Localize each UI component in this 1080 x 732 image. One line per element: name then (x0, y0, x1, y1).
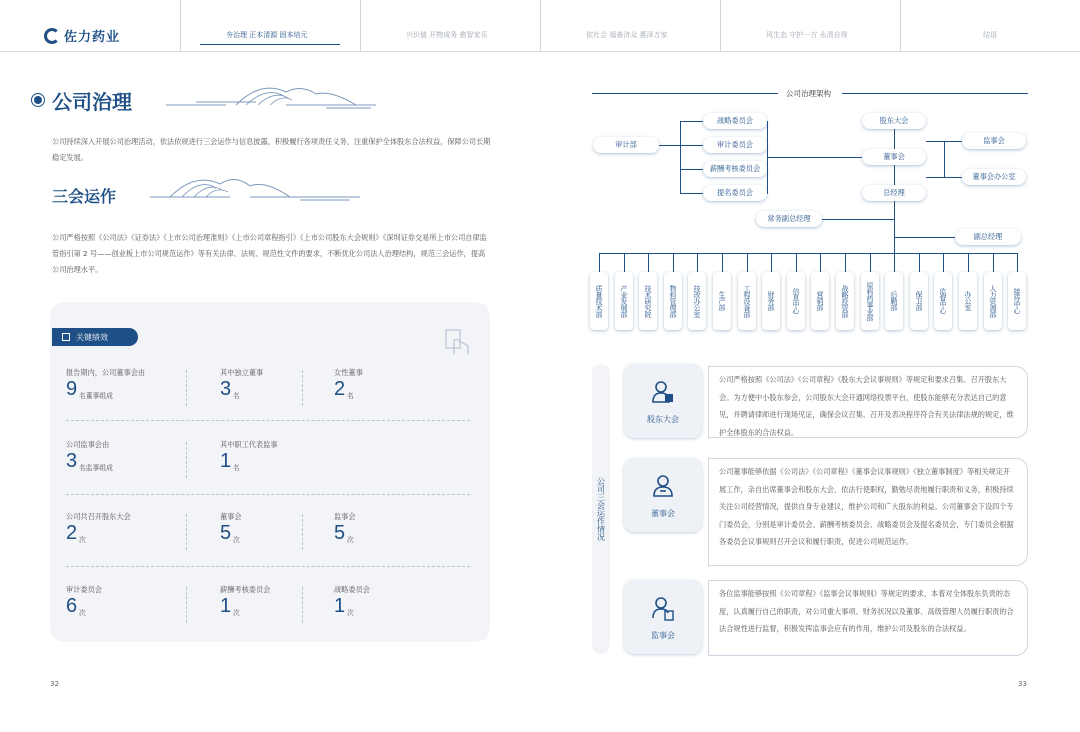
kpi-unit: 次 (347, 609, 354, 617)
org-board-office: 董事会办公室 (962, 169, 1026, 185)
user-icon (652, 474, 674, 500)
kpi-unit: 次 (79, 536, 86, 544)
kpi-label: 薪酬考核委员会 (220, 585, 271, 594)
connector-line (767, 157, 862, 158)
kpi-unit: 名董事组成 (79, 392, 113, 400)
connector-line (648, 253, 649, 272)
nav-item-ecology[interactable]: 风生态 守护一方 永清自得 (766, 31, 848, 39)
org-general-manager: 总经理 (862, 185, 926, 201)
org-department: 产业发展部 (615, 272, 633, 330)
connector-line (919, 253, 920, 272)
kpi-divider (302, 514, 303, 550)
kpi-label: 其中职工代表监事 (220, 440, 278, 449)
kpi-unit: 次 (79, 609, 86, 617)
connector-line (747, 253, 748, 272)
nav-item-conclusion[interactable]: 结语 (983, 31, 997, 39)
connector-line (845, 253, 846, 272)
top-navigation (0, 0, 1080, 52)
logo-text: 佐力药业 (64, 30, 121, 45)
connector-line (599, 253, 1018, 254)
user-group-icon (652, 380, 674, 406)
connector-line (894, 237, 955, 238)
connector-line (894, 129, 895, 237)
org-department: 质量技术部 (590, 272, 608, 330)
meeting-card-board (624, 458, 702, 532)
kpi-label: 其中独立董事 (220, 368, 264, 377)
mountain-decoration-icon (150, 168, 360, 202)
org-department: 办公室 (959, 272, 977, 330)
intro-paragraph: 公司持续深入开展公司治理活动，依法依规进行三会运作与信息披露，积极履行各项责任义务，注重保护全体股东合法权益，保障公司长期稳定发展。 (52, 137, 491, 162)
kpi-row-divider (66, 566, 470, 567)
kpi-label: 监事会 (334, 512, 356, 521)
connector-line (771, 253, 772, 272)
connector-line (680, 193, 703, 194)
org-audit-committee: 审计委员会 (703, 137, 767, 153)
org-department: 监督中心 (934, 272, 952, 330)
kpi-divider (302, 370, 303, 406)
kpi-value: 5 (334, 522, 346, 544)
kpi-label: 公司监事会由 (66, 440, 110, 449)
meeting-card-supervisors (624, 580, 702, 654)
kpi-row-divider (66, 494, 470, 495)
connector-line (680, 169, 703, 170)
nav-active-indicator (200, 44, 340, 45)
connector-line (894, 237, 895, 253)
org-shareholders-meeting: 股东大会 (862, 113, 926, 129)
connector-line (680, 121, 703, 122)
kpi-value: 6 (66, 595, 78, 617)
title-bullet-icon (34, 96, 42, 104)
connector-line (870, 253, 871, 272)
kpi-label: 战略委员会 (334, 585, 370, 594)
connector-line (1017, 253, 1018, 272)
kpi-label: 报告期内，公司董事会由 (66, 368, 146, 377)
meeting-description: 各位监事能够按照《公司章程》《监事会议事规则》等规定的要求，本着对全体股东负责的态度，认真履行自己的职责，对公司重大事项、财务状况以及董事、高级管理人员履行职责的合法合规性进行监督，积极发挥监事会应有的作用，维护公司及股东的合法权益。 (708, 580, 1028, 656)
connector-line (820, 253, 821, 272)
connector-line (993, 253, 994, 272)
kpi-label: 董事会 (220, 512, 242, 521)
meeting-description: 公司董事能够依据《公司法》《公司章程》《董事会议事规则》《独立董事制度》等相关规定开展工作，亲自出席董事会和股东大会，依法行使职权，勤勉尽责地履行职责和义务，积极持续关注公司经营情况，提供自身专业建议，维护公司和广大股东的利益。公司董事会下设四个专门委员会，分别是审计委员会、薪酬考核委员会、战略委员会及提名委员会，专门委员会根据各委员会议事规则召开会议和履行职责，促进公司规范运作。 (708, 458, 1028, 566)
org-department: 接待中心 (1008, 272, 1026, 330)
org-board: 董事会 (862, 149, 926, 165)
org-department: 原料药事业部 (861, 272, 879, 330)
kpi-value: 3 (220, 378, 232, 400)
mountain-decoration-icon (166, 78, 376, 110)
kpi-value: 3 (66, 450, 78, 472)
meeting-name: 监事会 (651, 631, 675, 640)
connector-line (943, 253, 944, 272)
kpi-value: 1 (334, 595, 346, 617)
connector-line (680, 121, 681, 194)
kpi-unit: 次 (233, 536, 240, 544)
connector-line (894, 253, 895, 272)
connector-line (968, 253, 969, 272)
connector-line (944, 141, 945, 177)
kpi-value: 1 (220, 595, 232, 617)
org-nomination-committee: 提名委员会 (703, 185, 767, 201)
nav-divider (720, 0, 721, 52)
kpi-tag (52, 328, 138, 346)
kpi-unit: 名 (233, 392, 240, 400)
kpi-value: 2 (334, 378, 346, 400)
org-compensation-committee: 薪酬考核委员会 (703, 161, 767, 177)
connector-line (722, 253, 723, 272)
org-strategy-committee: 战略委员会 (703, 113, 767, 129)
nav-divider (360, 0, 361, 52)
kpi-divider (186, 514, 187, 550)
kpi-row-divider (66, 420, 470, 421)
kpi-title: 关键绩效 (76, 332, 108, 342)
org-department: 物料管理部 (664, 272, 682, 330)
meeting-name: 股东大会 (647, 415, 679, 424)
logo-mark-icon (44, 28, 60, 44)
kpi-value: 2 (66, 522, 78, 544)
kpi-value: 5 (220, 522, 232, 544)
org-department: 生产部 (713, 272, 731, 330)
org-department: 人力资源部 (984, 272, 1002, 330)
org-title-rule (592, 93, 778, 94)
meeting-name: 董事会 (651, 509, 675, 518)
page-number-left: 32 (50, 680, 59, 688)
kpi-unit: 名监事组成 (79, 464, 113, 472)
org-department: 技改办公室 (688, 272, 706, 330)
kpi-value: 1 (220, 450, 232, 472)
org-department: 后勤部 (885, 272, 903, 330)
brand-logo[interactable] (44, 26, 120, 45)
connector-line (673, 253, 674, 272)
nav-divider (540, 0, 541, 52)
three-meetings-label: 公司三会运作情况 (592, 364, 610, 654)
connector-line (659, 145, 703, 146)
connector-line (816, 219, 894, 220)
kpi-unit: 次 (233, 609, 240, 617)
kpi-label: 公司共召开股东大会 (66, 512, 131, 521)
nav-item-value[interactable]: 兴价值 开物成务 愈智家乐 (406, 31, 488, 39)
connector-line (599, 253, 600, 272)
org-supervisory-board: 监事会 (962, 133, 1026, 149)
nav-item-governance[interactable]: 夯治理 正本清源 固本培元 (226, 31, 308, 39)
org-department: 财务部 (762, 272, 780, 330)
kpi-divider (302, 587, 303, 623)
kpi-unit: 次 (347, 536, 354, 544)
page-title: 公司治理 (52, 90, 132, 114)
org-department: 工程设备部 (738, 272, 756, 330)
section-title: 三会运作 (52, 187, 117, 206)
org-chart-title: 公司治理架构 (786, 89, 831, 98)
org-department: 信息中心 (787, 272, 805, 330)
connector-line (697, 253, 698, 272)
org-department: 营销部 (811, 272, 829, 330)
kpi-divider (186, 370, 187, 406)
kpi-value: 9 (66, 378, 78, 400)
section-paragraph: 公司严格按照《公司法》《证券法》《上市公司治理准则》《上市公司章程指引》《上市公司股东大会规则》《深圳证券交易所上市公司自律监管指引第 2 号——创业板上市公司规范运作》等有关法律、法规、规范性文件的要求，不断优化公司法人治理结构，规范三会运作，提高公司治理水平。 (52, 233, 487, 274)
kpi-label: 女性董事 (334, 368, 363, 377)
meeting-card-shareholders (624, 364, 702, 438)
kpi-label: 审计委员会 (66, 585, 102, 594)
org-department: 保卫部 (910, 272, 928, 330)
org-audit-dept: 审计部 (593, 137, 659, 153)
nav-divider (180, 0, 181, 52)
connector-line (624, 253, 625, 272)
org-executive-vp: 常务副总经理 (756, 211, 822, 227)
document-icon (62, 333, 70, 341)
nav-divider (900, 0, 901, 52)
kpi-divider (186, 442, 187, 478)
org-department: 技术研究院 (639, 272, 657, 330)
kpi-unit: 名 (233, 464, 240, 472)
hand-document-icon (442, 328, 472, 356)
kpi-divider (186, 587, 187, 623)
connector-line (926, 177, 962, 178)
page-number-right: 33 (1018, 680, 1027, 688)
connector-line (796, 253, 797, 272)
org-vice-president: 副总经理 (955, 229, 1021, 245)
kpi-unit: 名 (347, 392, 354, 400)
org-department: 战略投资部 (836, 272, 854, 330)
user-document-icon (652, 596, 674, 622)
meeting-description: 公司严格按照《公司法》《公司章程》《股东大会议事规则》等规定和要求召集、召开股东大会。为方便中小股东参会，公司股东大会开通网络投票平台，使股东能够充分表达自己的意见，并聘请律师进行现场见证，确保会议召集、召开及表决程序符合有关法律法规的规定，维护全体股东的合法权益。 (708, 366, 1028, 438)
org-title-rule (842, 93, 1028, 94)
nav-item-society[interactable]: 依社会 福善济众 惠泽万家 (586, 31, 668, 39)
